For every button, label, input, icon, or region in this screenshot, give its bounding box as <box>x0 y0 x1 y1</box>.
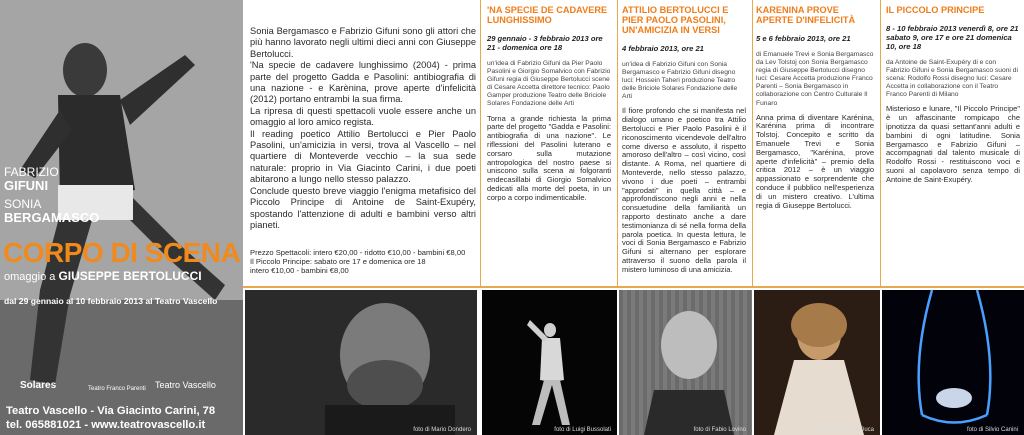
divider-horizontal <box>243 286 1024 288</box>
show-credits-2: un'idea di Fabrizio Gifuni con Sonia Bergamasco e Fabrizio Gifuni disegno luci: Hossein Taheri produzione Teatro delle Briciole Solares Fondazione delle Arti <box>622 61 738 101</box>
price-line3: intero €10,00 - bambini €8,00 <box>250 266 349 276</box>
venue-contacts: tel. 065881021 - www.teatrovascello.it <box>6 419 206 431</box>
price-line1: Prezzo Spettacoli: intero €20,00 - ridotto €10,00 - bambini €8,00 <box>250 248 466 257</box>
show-column-3 <box>756 5 874 210</box>
intro-p5: Conclude questo breve viaggio l'enigma metafisico del Piccolo Principe di Antoine de Saint-Exupéry, spostando l'attenzione di adulti e bambini verso altri pianeti. <box>250 185 476 230</box>
show-credits-4: da Antoine de Saint-Exupéry di e con Fabrizio Gifuni e Sonia Bergamasco suoni di scena: Rodolfo Rossi disegno luci: Cesare Accetta in collaborazione con il Teatro Franco Parenti di Milano <box>886 59 1018 99</box>
intro-p1: Sonia Bergamasco e Fabrizio Gifuni sono gli attori che più hanno lavorato negli ultimi dieci anni con Giuseppe Bertolucci. <box>250 26 476 59</box>
actor2-last: BERGAMASCO <box>4 210 100 225</box>
divider-1 <box>480 0 481 288</box>
logo-franco-parenti: Teatro Franco Parenti <box>88 386 146 392</box>
stage-photo-dancer <box>482 290 617 435</box>
actor1-last: GIFUNI <box>4 178 49 193</box>
show-description-1: Torna a grande richiesta la prima parte del progetto "Gadda e Pasolini: antibiografia di una nazione". Le riflessioni del Pasolini luterano e corsaro sulla mutazione antropologica del nostro paese si uniscono sulla scena ai folgoranti endecasillabi di Giorgio Somalvico dedicati alla morte del poeta, in un corpo a corpo indimenticabile. <box>487 113 611 202</box>
cover-panel <box>0 0 243 435</box>
actor1-first: FABRIZIO <box>4 165 59 179</box>
photo-credit-2: foto di Luigi Bussolati <box>554 427 611 433</box>
divider-3 <box>752 0 753 288</box>
subtitle-prefix: omaggio a <box>4 271 56 283</box>
photo-credit-4: foto di Fabio Del Duca <box>814 427 874 433</box>
photo-piccolo-principe <box>882 290 1024 435</box>
show-title-4: IL PICCOLO PRINCIPE <box>886 5 985 15</box>
show-title-2: ATTILIO BERTOLUCCI E PIER PAOLO PASOLINI, UN'AMICIZIA IN VERSI <box>622 5 729 35</box>
photo-bertolucci-poet <box>619 290 752 435</box>
photo-bertolucci <box>245 290 477 435</box>
show-date-1: 29 gennaio - 3 febbraio 2013 ore 21 - domenica ore 18 <box>487 34 603 52</box>
intro-p4: Il reading poetico Attilio Bertolucci e Pier Paolo Pasolini, un'amicizia in versi, trova al Vascello – nel quartiere di Monteverde vecchio – la sua sede naturale: proprio in Via Giacinto Carini, i due poeti abitarono a lungo nello stesso palazzo. <box>250 128 476 185</box>
show-subtitle <box>4 269 202 283</box>
show-title: CORPO DI SCENA <box>3 237 241 268</box>
portrait-photo <box>245 290 477 435</box>
divider-4 <box>880 0 881 288</box>
venue-address: Teatro Vascello - Via Giacinto Carini, 78 <box>6 405 216 417</box>
photo-cadavere <box>482 290 617 435</box>
poet-portrait-photo <box>619 290 752 435</box>
divider-2 <box>617 0 618 288</box>
show-date-4: 8 - 10 febbraio 2013 venerdì 8, ore 21 sabato 9, ore 17 e ore 21 domenica 10, ore 18 <box>886 24 1019 51</box>
karenina-stage-photo <box>754 290 880 435</box>
price-info <box>250 248 476 276</box>
piccolo-principe-stage-photo <box>882 290 1024 435</box>
actor2-first: SONIA <box>4 197 42 211</box>
show-date-3: 5 e 6 febbraio 2013, ore 21 <box>756 34 851 43</box>
intro-text <box>250 26 476 231</box>
show-credits-3: di Emanuele Trevi e Sonia Bergamasco da Lev Tolstoj con Sonia Bergamasco regia di Giuseppe Bertolucci disegno luci: Cesare Accetta produzione Franco Parenti – Sonia Bergamasco in collaborazione con Centro Culturale Il Funaro <box>756 51 874 107</box>
subtitle-name: GIUSEPPE BERTOLUCCI <box>58 269 202 283</box>
logo-vascello: Teatro Vascello <box>155 380 216 390</box>
show-date-2: 4 febbraio 2013, ore 21 <box>622 44 704 53</box>
show-credits-1: un'idea di Fabrizio Gifuni da Pier Paolo Pasolini e Giorgio Somalvico con Fabrizio Gifuni regia di Giuseppe Bertolucci scene di Cesare Accetta direttore tecnico: Paolo Gamper produzione Teatro delle Briciole Solares Fondazione delle Arti <box>487 60 611 108</box>
show-title-3: KARENINA PROVE APERTE D'INFELICITÀ <box>756 5 856 25</box>
intro-p2: 'Na specie de cadavere lunghissimo (2004) - prima parte del progetto Gadda e Pasolini: antibiografia di una nazione - e Karènina, prove aperte d'infelicità (2012) portano entrambi la sua firma. <box>250 60 476 105</box>
show-description-2: Il fiore profondo che si manifesta nel dialogo umano e poetico tra Attilio Bertolucci e Pier Paolo Pasolini è il riconoscimento vicendevole dell'altro come diverso e assoluto, il rispetto amoroso dell'altro – così vicino, così distante. A Roma, nel quartiere di Monteverde, nello stesso palazzo, vivono i due poeti – entrambi "approdati" in quella città – e approfondiscono negli anni e nella consuetudine della familiarità un rapporto destinato anche a dare testimonianza di sé nella forma della parola poetica. In questa lettura, le voci di Sonia Bergamasco e Fabrizio Gifuni si alternano per esplorare attraverso il suono della parola il mistero luminoso di una amicizia. <box>622 106 746 274</box>
show-column-1 <box>487 5 611 203</box>
logo-solares: Solares <box>20 380 57 391</box>
price-line2: Il Piccolo Principe: sabato ore 17 e domenica ore 18 <box>250 257 426 267</box>
show-dates: dal 29 gennaio al 10 febbraio 2013 al Teatro Vascello <box>4 296 218 306</box>
show-description-3: Anna prima di diventare Karénina, Karénina prima di incontrare Tolstoj. Concepito e scritto da Emanuele Trevi e Sonia Bergamasco, "Karénina, prove aperte d'infelicità" – premio della critica 2012 – è un viaggio appassionato e sorprendente che conduce il pubblico nell'esperienza di un mistero creativo. L'ultima regia di Giuseppe Bertolucci. <box>756 112 874 210</box>
intro-p3: La ripresa di questi spettacoli vuole essere anche un omaggio al loro amico regista. <box>250 105 476 128</box>
show-column-4 <box>886 5 1020 185</box>
show-description-4: Misterioso e lunare, "Il Piccolo Principe" è un affascinante rompicapo che ipnotizza da quasi settant'anni adulti e bambini di ogni latitudine. Sonia Bergamasco e Fabrizio Gifuni – accompagnati dal talento musicale di Rodolfo Rossi - restituiscono voci e suoni al capolavoro senza tempo di Antoine de Saint-Exupéry. <box>886 104 1020 184</box>
photo-credit-1: foto di Mario Dondero <box>413 427 471 433</box>
photo-credit-5: foto di Silvio Canini <box>966 427 1018 433</box>
photo-karenina <box>754 290 880 435</box>
show-column-2 <box>622 5 746 275</box>
show-title-1: 'NA SPECIE DE CADAVERE LUNGHISSIMO <box>487 5 608 25</box>
photo-credit-3: foto di Fabio Lovino <box>693 427 746 433</box>
